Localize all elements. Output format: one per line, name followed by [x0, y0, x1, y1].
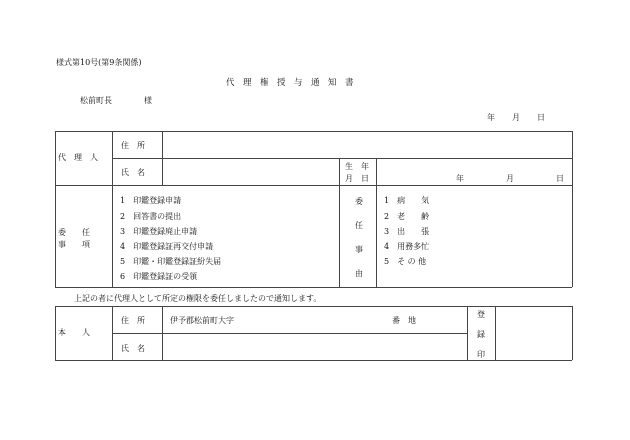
agent-dob-label-1: 生 年: [345, 162, 369, 171]
principal-section-label: 本 人: [58, 328, 90, 337]
date-month: 月: [512, 113, 520, 122]
date-day: 日: [537, 113, 545, 122]
reason-item: 4 用務多忙: [384, 242, 430, 251]
date-year: 年: [487, 113, 495, 122]
mandate-item: 6 印鑑登録証の受領: [120, 272, 198, 281]
mandate-item: 4 印鑑登録証再交付申請: [120, 242, 214, 251]
principal-name-label: 氏 名: [121, 344, 145, 353]
seal-label-char: 録: [477, 330, 485, 339]
mandate-item: 1 印鑑登録申請: [120, 196, 182, 205]
reason-label-char: 委: [355, 197, 363, 206]
reason-item: 3 出 張: [384, 227, 430, 236]
agent-name-label: 氏 名: [121, 168, 145, 177]
reason-item: 5 そ の 他: [384, 257, 427, 266]
agent-dob-label-2: 月 日: [345, 174, 369, 183]
principal-address-value: 伊予郡松前町大字: [170, 316, 234, 325]
seal-label-char: 登: [477, 310, 485, 319]
agent-dob-month: 月: [506, 174, 514, 183]
seal-box[interactable]: [500, 309, 568, 357]
agent-address-label: 住 所: [121, 141, 145, 150]
principal-banchi-label: 番 地: [392, 316, 416, 325]
reason-label-char: 事: [355, 245, 363, 254]
agent-dob-day: 日: [556, 174, 564, 183]
agent-section-label: 代 理 人: [58, 153, 98, 162]
mandate-section-label-1: 委 任: [58, 228, 90, 237]
reason-item: 1 病 気: [384, 196, 430, 205]
reason-item: 2 老 齢: [384, 212, 430, 221]
mandate-section-label-2: 事 項: [58, 240, 90, 249]
page-title: 代 理 権 授 与 通 知 書: [226, 78, 354, 88]
reason-label-char: 任: [355, 221, 363, 230]
seal-label-char: 印: [477, 350, 485, 359]
agent-address-field[interactable]: [165, 138, 565, 154]
mandate-item: 3 印鑑登録廃止申請: [120, 227, 198, 236]
delegation-statement: 上記の者に代理人として所定の権限を委任しましたので通知します。: [74, 294, 322, 303]
principal-name-field[interactable]: [165, 338, 463, 354]
mandate-item: 2 回答書の提出: [120, 212, 182, 221]
form-number: 様式第10号(第9条関係): [56, 58, 142, 67]
reason-label-char: 由: [355, 269, 363, 278]
agent-name-field[interactable]: [165, 163, 335, 179]
agent-dob-year: 年: [456, 174, 464, 183]
mandate-item: 5 印鑑・印鑑登録証紛失届: [120, 257, 222, 266]
addressee: 松前町長 様: [80, 96, 152, 105]
principal-address-label: 住 所: [121, 316, 145, 325]
